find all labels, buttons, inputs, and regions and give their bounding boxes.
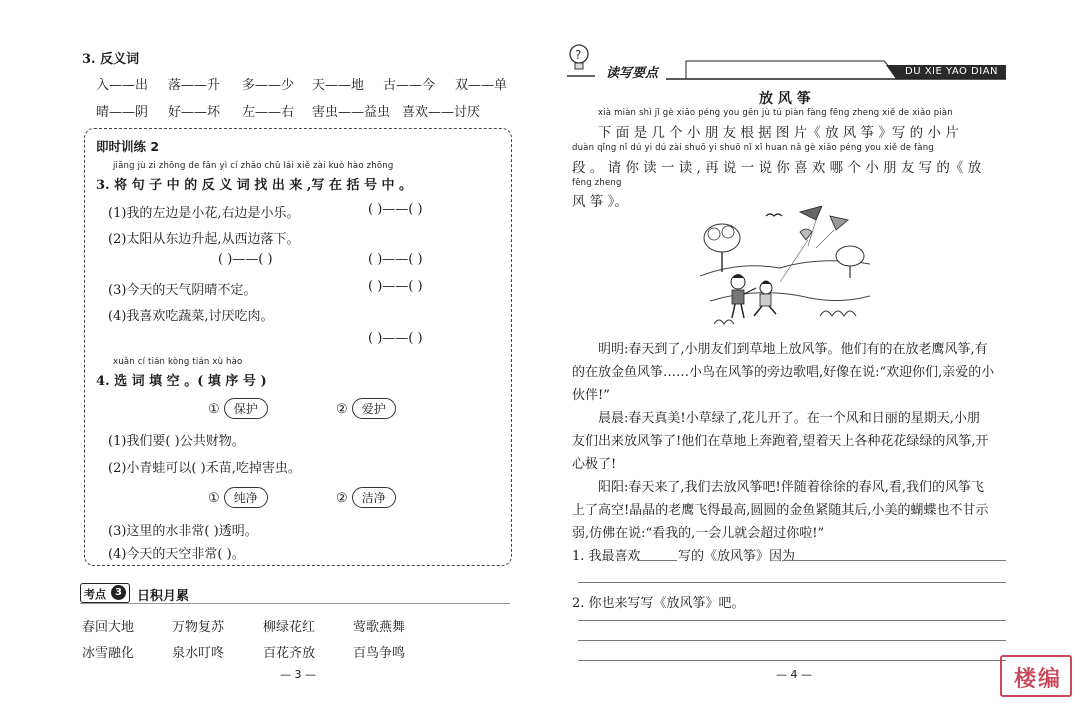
- kaodian-label: 考点: [84, 588, 106, 601]
- intro-pinyin-3: fēng zheng: [572, 178, 622, 188]
- antonyms-row-2: [96, 101, 480, 120]
- page-number: — 3 —: [280, 668, 316, 681]
- word-cloud: 爱护: [352, 398, 396, 419]
- idiom: 春回大地: [82, 620, 135, 635]
- page-number: — 4 —: [776, 668, 812, 681]
- q3-item-4: (4)我喜欢吃蔬菜,讨厌吃肉。: [108, 309, 274, 324]
- idiom: 泉水叮咚: [172, 646, 225, 661]
- option-2: [336, 398, 396, 419]
- antonym-pair: 好——坏: [168, 105, 221, 120]
- antonym-pair: 晴——阴: [96, 105, 149, 120]
- q2-answer-line[interactable]: [578, 640, 1006, 641]
- paragraph-1-line-3: 伙伴!”: [572, 388, 610, 403]
- idiom: 万物复苏: [172, 620, 225, 635]
- lightbulb-icon: [565, 42, 597, 78]
- q1-prefix: 1. 我最喜欢: [572, 549, 641, 564]
- kaodian-number: 3: [111, 585, 126, 600]
- paragraph-3-line-3: 弱,仿佛在说:“看我的,一会儿就会超过你啦!”: [572, 526, 825, 541]
- intro-pinyin-2: duàn qǐng nǐ dú yi dú zài shuō yi shuō nǐ xǐ huan nǎ gè xiǎo péng you xiě de fàng: [572, 143, 934, 153]
- q2-answer-line[interactable]: [578, 660, 1006, 661]
- q2-prompt: 2. 你也来写写《放风筝》吧。: [572, 596, 745, 611]
- q4-pinyin: xuǎn cí tián kòng tián xù hào: [113, 357, 243, 367]
- banner-title: 读写要点: [606, 66, 659, 81]
- q1-blank-name[interactable]: [637, 560, 677, 561]
- q3-item-1: (1)我的左边是小花,右边是小乐。: [108, 206, 300, 221]
- option-3: [208, 487, 268, 508]
- idiom: 冰雪融化: [82, 646, 135, 661]
- section3-title: 3. 反义词: [82, 52, 140, 67]
- answer-brackets[interactable]: ( )——( ): [368, 331, 423, 346]
- word-cloud: 保护: [224, 398, 268, 419]
- q3-title: 3. 将 句 子 中 的 反 义 词 找 出 来 ,写 在 括 号 中 。: [96, 178, 413, 193]
- seal-stamp: [1000, 655, 1072, 697]
- q1-answer-line[interactable]: [782, 560, 1006, 561]
- option-number: ②: [336, 402, 348, 417]
- paragraph-2-line-3: 心极了!: [572, 457, 617, 472]
- q3-pinyin: jiāng jù zi zhōng de fǎn yì cí zhǎo chū lái xiě zài kuò hào zhōng: [113, 161, 394, 171]
- paragraph-3-line-1: 阳阳:春天来了,我们去放风筝吧!伴随着徐徐的春风,看,我们的风筝飞: [598, 480, 985, 495]
- kaodian-title: 日积月累: [137, 589, 190, 604]
- idioms-row-1: [82, 616, 405, 635]
- option-number: ①: [208, 491, 220, 506]
- idiom: 莺歌燕舞: [353, 620, 406, 635]
- banner-pinyin: DU XIE YAO DIAN: [905, 66, 999, 77]
- antonym-pair: 左——右: [242, 105, 295, 120]
- answer-brackets[interactable]: ( )——( ): [218, 252, 273, 267]
- passage-title: 放 风 筝: [759, 91, 811, 107]
- paragraph-3-line-2: 上了高空!晶晶的老鹰飞得最高,圆圆的金鱼紧随其后,小美的蝴蝶也不甘示: [572, 503, 989, 518]
- paragraph-2-line-1: 晨晨:春天真美!小草绿了,花儿开了。在一个风和日丽的星期天,小朋: [598, 411, 980, 426]
- antonyms-row-1: [96, 74, 507, 93]
- q4-title: 4. 选 词 填 空 。( 填 序 号 ): [96, 374, 267, 389]
- practice-header: 即时训练 2: [96, 139, 160, 154]
- q4-item-3: (3)这里的水非常( )透明。: [108, 524, 258, 539]
- q4-item-1: (1)我们要( )公共财物。: [108, 434, 245, 449]
- q4-item-2: (2)小青蛙可以( )禾苗,吃掉害虫。: [108, 461, 301, 476]
- paragraph-1-line-1: 明明:春天到了,小朋友们到草地上放风筝。他们有的在放老鹰风筝,有: [598, 342, 988, 357]
- intro-line-1: 下 面 是 几 个 小 朋 友 根 据 图 片《 放 风 筝 》写 的 小 片: [598, 125, 959, 141]
- q1-answer-line[interactable]: [578, 582, 1006, 583]
- word-cloud: 纯净: [224, 487, 268, 508]
- intro-line-3: 风 筝 》。: [572, 194, 628, 210]
- option-number: ①: [208, 402, 220, 417]
- q4-item-4: (4)今天的天空非常( )。: [108, 547, 245, 562]
- answer-brackets[interactable]: ( )——( ): [368, 252, 423, 267]
- idiom: 百花齐放: [263, 646, 316, 661]
- q3-item-3: (3)今天的天气阴晴不定。: [108, 283, 257, 298]
- kite-flying-illustration: [700, 206, 870, 328]
- antonym-pair: 天——地: [312, 78, 365, 93]
- practice-box: [84, 128, 512, 566]
- paragraph-1-line-2: 的在放金鱼风筝……小鸟在风筝的旁边歌唱,好像在说:“欢迎你们,亲爱的小: [572, 365, 995, 380]
- q1-suffix: 写的《放风筝》因为: [678, 549, 796, 564]
- antonym-pair: 喜欢——讨厌: [402, 105, 481, 120]
- kaodian-badge: [80, 583, 130, 603]
- antonym-pair: 多——少: [242, 78, 295, 93]
- answer-brackets[interactable]: ( )——( ): [368, 202, 423, 217]
- intro-pinyin-1: xià miàn shì jǐ gè xiǎo péng you gēn jù tú piàn fàng fēng zheng xiě de xiǎo piàn: [598, 108, 953, 118]
- paragraph-2-line-2: 友们出来放风筝了!他们在草地上奔跑着,望着天上各种花花绿绿的风筝,开: [572, 434, 989, 449]
- option-1: [208, 398, 268, 419]
- antonym-pair: 入——出: [96, 78, 149, 93]
- idiom: 柳绿花红: [263, 620, 316, 635]
- antonym-pair: 古——今: [383, 78, 436, 93]
- answer-brackets[interactable]: ( )——( ): [368, 279, 423, 294]
- svg-text:?: ?: [575, 48, 582, 62]
- kaodian-rule: [80, 603, 510, 604]
- antonym-pair: 害虫——益虫: [312, 105, 391, 120]
- idiom: 百鸟争鸣: [353, 646, 406, 661]
- q3-item-2: (2)太阳从东边升起,从西边落下。: [108, 232, 300, 247]
- antonym-pair: 双——单: [455, 78, 508, 93]
- seal-text: 楼编: [1013, 667, 1062, 692]
- intro-line-2: 段 。 请 你 读 一 读 , 再 说 一 说 你 喜 欢 哪 个 小 朋 友 写 的《 放: [572, 160, 982, 176]
- option-number: ②: [336, 491, 348, 506]
- q2-answer-line[interactable]: [578, 620, 1006, 621]
- idioms-row-2: [82, 642, 405, 661]
- antonym-pair: 落——升: [168, 78, 221, 93]
- option-4: [336, 487, 396, 508]
- word-cloud: 洁净: [352, 487, 396, 508]
